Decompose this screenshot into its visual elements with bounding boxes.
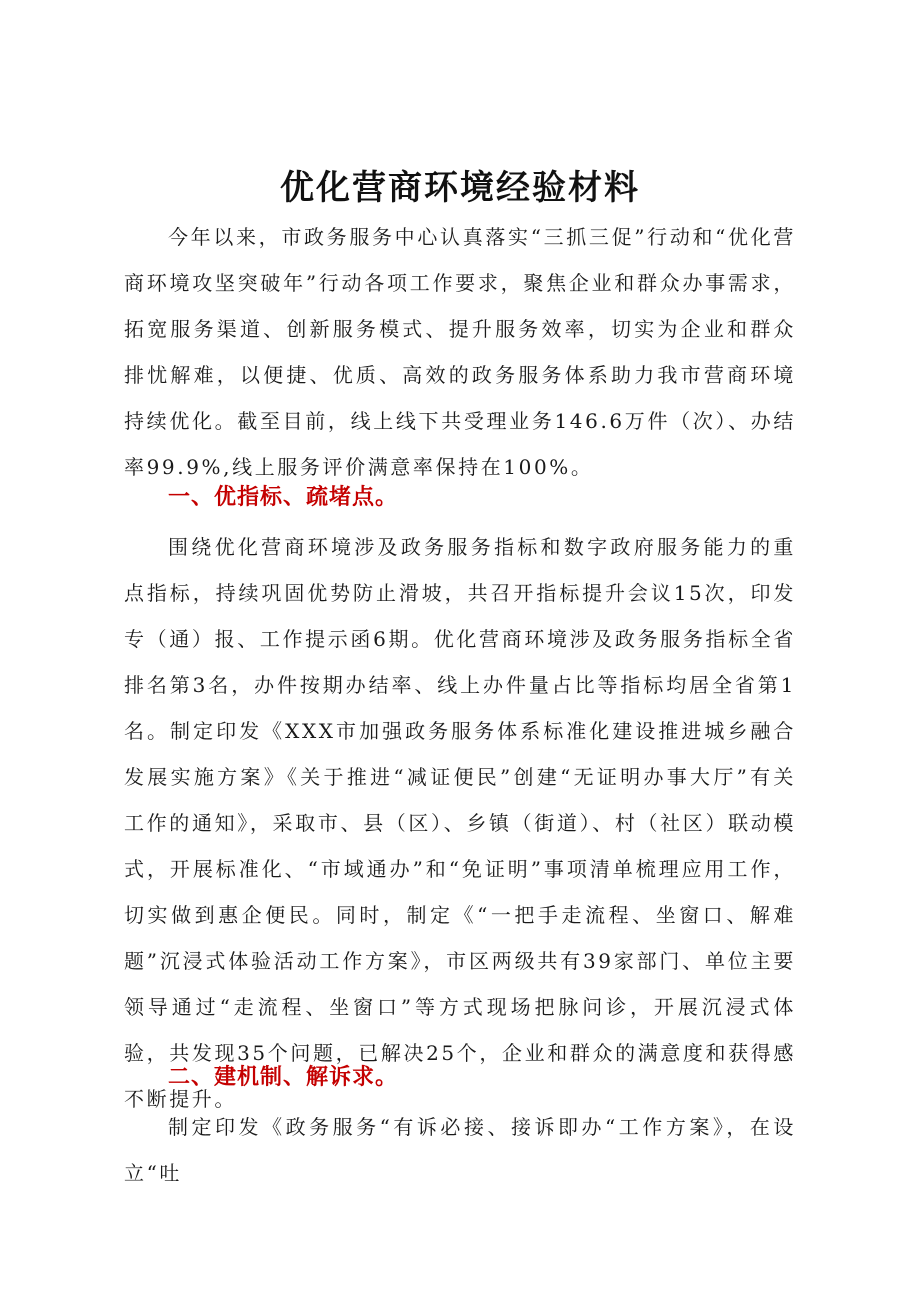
section-heading-1: 一、优指标、疏堵点。 xyxy=(168,485,399,510)
section-paragraph-2: 制定印发《政务服务“有诉必接、接诉即办“工作方案》，在设立“吐 xyxy=(124,1115,796,1185)
section-heading-2: 二、建机制、解诉求。 xyxy=(168,1065,399,1090)
intro-paragraph: 今年以来，市政务服务中心认真落实“三抓三促”行动和“优化营商环境攻坚突破年”行动各项工作要求，聚焦企业和群众办事需求，拓宽服务渠道、创新服务模式、提升服务效率，切实为企业和群众排忧解难，以便捷、优质、高效的政务服务体系助力我市营商环境持续优化。截至目前，线上线下共受理业务146.6万件（次）、办结率99.9%,线上服务评价满意率保持在100%。 xyxy=(124,225,796,479)
document-title: 优化营商环境经验材料 xyxy=(280,168,640,208)
section-paragraph-1: 围绕优化营商环境涉及政务服务指标和数字政府服务能力的重点指标，持续巩固优势防止滑坡，共召开指标提升会议15次，印发专（通）报、工作提示函6期。优化营商环境涉及政务服务指标全省排名第3名，办件按期办结率、线上办件量占比等指标均居全省第1名。制定印发《XXX市加强政务服务体系标准化建设推进城乡融合发展实施方案》《关于推进“减证便民”创建“无证明办事大厅”有关工作的通知》，采取市、县（区）、乡镇（街道）、村（社区）联动模式，开展标准化、“市域通办”和“免证明”事项清单梳理应用工作，切实做到惠企便民。同时，制定《“一把手走流程、坐窗口、解难题”沉浸式体验活动工作方案》，市区两级共有39家部门、单位主要领导通过“走流程、坐窗口”等方式现场把脉问诊，开展沉浸式体验，共发现35个问题，已解决25个，企业和群众的满意度和获得感不断提升。 xyxy=(124,535,796,1111)
